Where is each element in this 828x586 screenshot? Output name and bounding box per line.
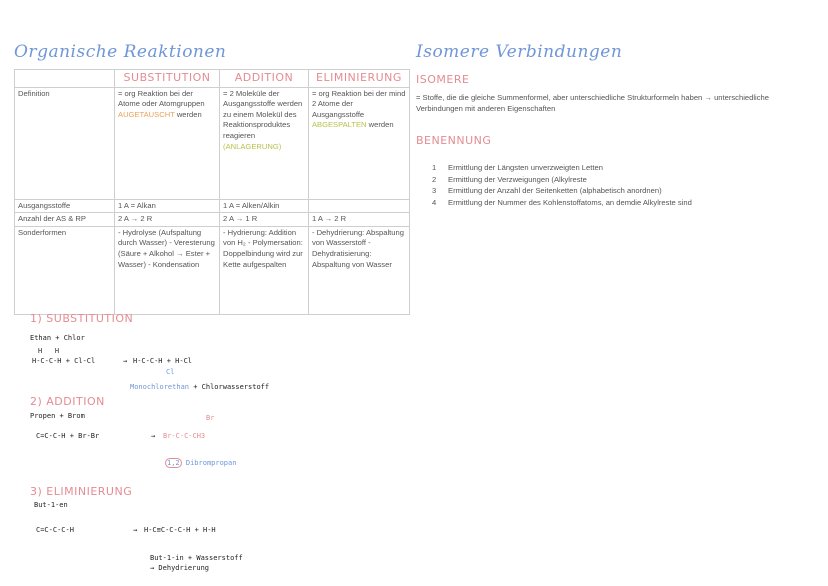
- right-title: Isomere Verbindungen: [416, 42, 623, 62]
- list-text: Ermittlung der Anzahl der Seitenketten (alphabetisch anordnen): [448, 186, 662, 195]
- table-cell: - Dehydrierung: Abspaltung von Wasserstoff - Dehydratisierung: Abspaltung von Wasser: [308, 226, 409, 314]
- table-corner: [15, 70, 115, 88]
- list-number: 3: [432, 186, 437, 195]
- header-substitution: SUBSTITUTION: [115, 70, 220, 88]
- addition-subtitle: Propen + Brom: [30, 412, 85, 420]
- product-name: Dibrompropan: [185, 459, 237, 467]
- list-item: [432, 174, 692, 186]
- reaction-table: [14, 69, 410, 315]
- list-text: Ermittlung der Verzweigungen (Alkylreste: [448, 174, 587, 184]
- benennung-list: [432, 162, 692, 208]
- cell-highlight: AUGETAUSCHT: [118, 109, 175, 119]
- table-cell: 1 A = Alkan: [115, 199, 220, 213]
- table-cell: - Hydrierung: Addition von H₂ - Polymersation: Doppelbindung wird zur Kette aufgespalten: [220, 226, 309, 314]
- addition-reactants: C=C-C-H + Br-Br: [36, 432, 100, 440]
- eliminierung-subtitle: But-1-en: [34, 501, 68, 509]
- addition-heading: 2) ADDITION: [30, 395, 105, 408]
- list-text: Ermittlung der Nummer des Kohlenstoffatoms, an demdie Alkylreste sind: [448, 197, 692, 207]
- row-label: Definition: [15, 87, 115, 199]
- cell-text: = 2 Moleküle der Ausgangsstoffe werden zu einem Molekül des Reaktionsproduktes reagieren: [223, 88, 303, 140]
- addition-br-label: Br: [206, 414, 215, 422]
- product-position-badge: 1,2: [167, 459, 180, 467]
- left-title: Organische Reaktionen: [14, 42, 227, 62]
- list-item: [432, 197, 692, 209]
- isomere-definition: = Stoffe, die die gleiche Summenformel, aber unterschiedliche Strukturformeln haben → unterschiedliche Verbindungen mit anderen Eigenschaften: [416, 93, 769, 113]
- row-label: Ausgangsstoffe: [15, 199, 115, 213]
- row-label: Sonderformen: [15, 226, 115, 314]
- substitution-heading: 1) SUBSTITUTION: [30, 312, 134, 325]
- substitution-products: H-C-C-H + H-Cl: [133, 357, 193, 365]
- eliminierung-products: H-C≡C-C-C-H + H-H: [144, 526, 216, 534]
- eliminierung-product-note: → Dehydrierung: [150, 564, 210, 572]
- addition-arrow: →: [151, 432, 156, 440]
- list-text: Ermittlung der Längsten unverzweigten Letten: [448, 163, 603, 172]
- table-cell: 1 A → 2 R: [308, 213, 409, 227]
- product-name-highlight: Monochlorethan: [130, 383, 190, 391]
- eliminierung-reactants: C=C-C-C-H: [36, 526, 74, 534]
- cell-highlight: ABGESPALTEN: [311, 120, 367, 130]
- benennung-heading: BENENNUNG: [416, 134, 492, 147]
- cell-text: werden: [368, 120, 394, 130]
- table-cell: 2 A → 1 R: [220, 213, 309, 227]
- cell-text: = org Reaktion bei der Atome oder Atomgruppen: [118, 88, 205, 109]
- header-addition: ADDITION: [220, 70, 309, 88]
- table-cell: [220, 87, 309, 199]
- table-row: [15, 87, 410, 199]
- substitution-h-marks: H H: [38, 347, 60, 355]
- table-cell: [308, 199, 409, 213]
- header-eliminierung: ELIMINIERUNG: [308, 70, 409, 88]
- eliminierung-product-name: But-1-in + Wasserstoff: [150, 554, 243, 562]
- list-number: 4: [432, 197, 437, 207]
- cell-text: = org Reaktion bei der mind 2 Atome der Ausgangsstoffe: [311, 88, 406, 119]
- product-name-rest: + Chlorwasserstoff: [193, 383, 270, 391]
- table-cell: [308, 87, 409, 199]
- substitution-product-name: [130, 383, 269, 391]
- cell-highlight: (ANLAGERUNG): [223, 141, 282, 151]
- table-row: [15, 199, 410, 213]
- substitution-reactants: H-C-C-H + Cl-Cl: [32, 357, 96, 365]
- list-number: 2: [432, 174, 437, 184]
- row-label: Anzahl der AS & RP: [15, 213, 115, 227]
- isomere-heading: ISOMERE: [416, 73, 470, 86]
- cell-text: werden: [176, 109, 202, 119]
- table-header-row: [15, 70, 410, 88]
- list-number: 1: [432, 163, 437, 172]
- table-row: [15, 226, 410, 314]
- substitution-cl-label: Cl: [166, 368, 175, 376]
- list-item: [432, 185, 692, 197]
- eliminierung-heading: 3) ELIMINIERUNG: [30, 485, 133, 498]
- eliminierung-arrow: →: [133, 526, 138, 534]
- addition-product-name: [165, 459, 236, 467]
- addition-products: Br-C-C-CH3: [163, 432, 206, 440]
- table-cell: [115, 87, 220, 199]
- table-cell: 2 A → 2 R: [115, 213, 220, 227]
- table-cell: - Hydrolyse (Aufspaltung durch Wasser) - Veresterung (Säure + Alkohol → Ester + Wasser) - Kondensation: [115, 226, 220, 314]
- table-row: [15, 213, 410, 227]
- substitution-subtitle: Ethan + Chlor: [30, 334, 85, 342]
- table-cell: 1 A = Alken/Alkin: [220, 199, 309, 213]
- substitution-arrow: →: [123, 357, 128, 365]
- list-item: [432, 162, 692, 174]
